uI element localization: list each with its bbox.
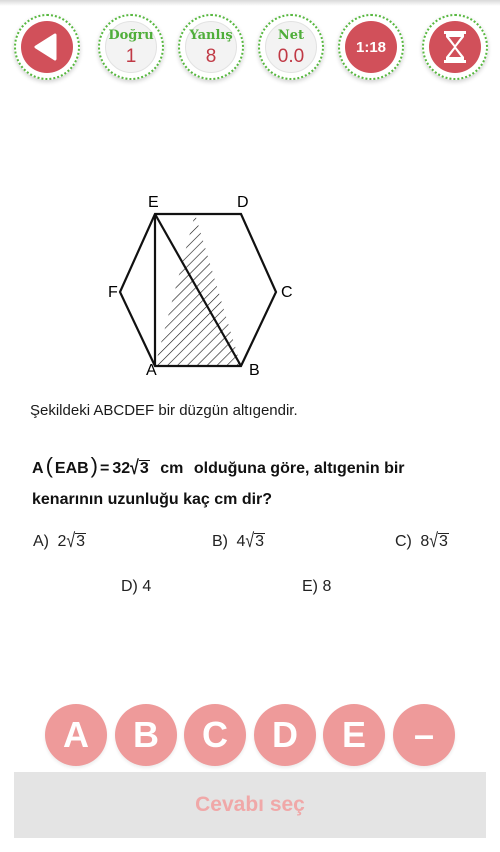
correct-count-badge: [98, 14, 164, 80]
vertex-label-b: B: [249, 362, 260, 379]
option-a-radicand: 3: [76, 533, 86, 550]
option-e: E) 8: [302, 578, 332, 595]
answer-button-c[interactable]: C: [184, 704, 246, 766]
question-intro: Şekildeki ABCDEF bir düzgün altıgendir.: [30, 402, 298, 419]
paren-close: ): [90, 453, 98, 478]
net-value: 0.0: [277, 45, 305, 67]
option-b: [212, 530, 265, 552]
option-a: [33, 530, 86, 552]
question-line-1: [32, 450, 482, 484]
area-radicand: 3: [139, 460, 149, 477]
vertex-label-d: D: [237, 194, 249, 211]
timer-value: 1:18: [355, 38, 387, 56]
wrong-value: 8: [205, 45, 217, 67]
back-button[interactable]: [14, 14, 80, 80]
vertex-label-a: A: [146, 362, 157, 379]
option-a-coef: 2: [57, 533, 67, 550]
triangle-name: EAB: [54, 460, 89, 477]
area-unit: cm: [160, 460, 184, 477]
wrong-label: Yanlış: [189, 27, 233, 43]
radical-sign-icon: √: [245, 530, 255, 552]
radical-sign-icon: √: [66, 530, 76, 552]
question-line-1-rest: olduğuna göre, altıgenin bir: [193, 460, 405, 477]
area-label: A: [32, 460, 44, 477]
answer-button-empty[interactable]: –: [393, 704, 455, 766]
question-body: [32, 450, 482, 515]
paren-open: (: [45, 453, 53, 478]
answer-button-d[interactable]: D: [254, 704, 316, 766]
vertex-label-f: F: [108, 284, 118, 301]
correct-label: Doğru: [108, 27, 154, 43]
question-line-2: kenarının uzunluğu kaç cm dir?: [32, 491, 273, 508]
option-c-radicand: 3: [439, 533, 448, 550]
wrong-count-badge: [178, 14, 244, 80]
radical-sign-icon: √: [130, 457, 139, 480]
area-coefficient: 32: [112, 460, 131, 477]
timer-badge: [338, 14, 404, 80]
correct-value: 1: [125, 45, 137, 67]
equals-sign: =: [100, 460, 110, 477]
vertex-label-e: E: [148, 194, 159, 211]
option-d: D) 4: [121, 578, 152, 595]
vertex-label-c: C: [281, 284, 293, 301]
option-c-coef: 8: [420, 533, 430, 550]
top-bar: [0, 0, 500, 100]
answer-button-a[interactable]: A: [45, 704, 107, 766]
hourglass-icon: [438, 28, 472, 66]
option-b-coef: 4: [236, 533, 246, 550]
answer-button-e[interactable]: E: [323, 704, 385, 766]
option-c: [395, 530, 449, 552]
option-b-radicand: 3: [255, 533, 265, 550]
option-b-letter: B): [212, 533, 228, 550]
option-c-letter: C): [395, 533, 412, 550]
radical-sign-icon: √: [429, 530, 439, 552]
net-label: Net: [277, 27, 305, 43]
hourglass-button[interactable]: [422, 14, 488, 80]
net-score-badge: [258, 14, 324, 80]
submit-answer-button[interactable]: Cevabı seç: [14, 772, 486, 838]
back-arrow-icon: [27, 27, 67, 67]
hexagon-figure: [100, 185, 300, 385]
answer-button-b[interactable]: B: [115, 704, 177, 766]
option-a-letter: A): [33, 533, 49, 550]
